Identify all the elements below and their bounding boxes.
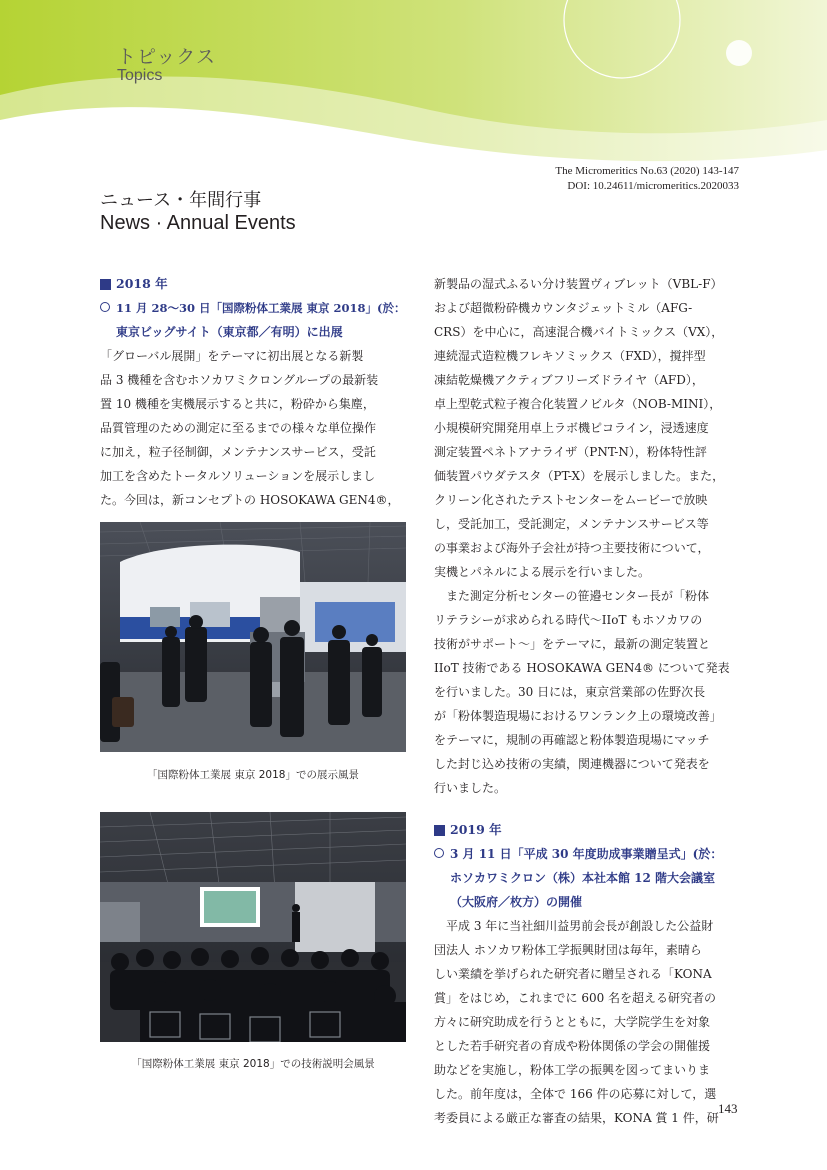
text-line: し，受託加工，受託測定，メンテナンスサービス等 (434, 517, 709, 531)
exhibition-booth-photo (100, 522, 406, 752)
square-bullet-icon (100, 279, 111, 290)
text-line: クリーン化されたテストセンターをムービーで放映 (434, 493, 708, 507)
year-heading-2019: 2019 年 (434, 818, 740, 842)
text-line: た。今回は，新コンセプトの HOSOKAWA GEN4®， (100, 493, 400, 507)
topics-label-jp: トピックス (117, 46, 217, 68)
text-line: 置 10 機種を実機展示すると共に，粉砕から集塵， (100, 397, 375, 411)
event-body-2018-p1-continued (434, 272, 740, 584)
photo-caption-1: 「国際粉体工業展 東京 2018」での展示風景 (147, 769, 359, 781)
section-title-en: News · Annual Events (100, 212, 296, 234)
circle-bullet-icon (434, 848, 444, 858)
text-line: 卓上型乾式粒子複合化装置ノビルタ（NOB-MINI）， (434, 397, 722, 411)
text-line: 団法人 ホソカワ粉体工学振興財団は毎年，素晴ら (434, 943, 702, 957)
event-title-2019: 3 月 11 日「平成 30 年度助成事業贈呈式」(於： ホソカワミクロン（株）本社本館 12 階大会議室 （大阪府／枚方）の開催 (434, 842, 740, 914)
text-line: した封じ込め技術の実績，関連機器について発表を (434, 757, 710, 771)
text-line: IIoT 技術である HOSOKAWA GEN4® について発表 (434, 661, 730, 675)
text-line: 品 3 機種を含むホソカワミクロングループの最新装 (100, 373, 379, 387)
text-line: 価装置パウダテスタ（PT-X）を展示しました。また， (434, 469, 725, 483)
square-bullet-icon (434, 825, 445, 836)
text-line: 考委員による厳正な審査の結果，KONA 賞 1 件，研 (434, 1111, 719, 1125)
text-line: を行いました。30 日には，東京営業部の佐野次長 (434, 685, 706, 699)
text-line: に加え，粒子径制御，メンテナンスサービス，受託 (100, 445, 376, 459)
left-column (100, 272, 406, 512)
citation-journal: The Micromeritics No.63 (2020) 143-147 (555, 165, 739, 177)
year-heading-2018: 2018 年 (100, 272, 406, 296)
text-line: また測定分析センターの笹邉センター長が「粉体 (446, 589, 710, 603)
text-line: 測定装置ペネトアナライザ（PNT-N），粉体特性評 (434, 445, 707, 459)
text-line: 小規模研究開発用卓上ラボ機ピコライン，浸透速度 (434, 421, 709, 435)
text-line: の事業および海外子会社が持つ主要技術について， (434, 541, 710, 555)
event-body-2018-p1 (100, 344, 406, 512)
page-number: 143 (718, 1101, 738, 1116)
text-line: リテラシーが求められる時代〜IIoT もホソカワの (434, 613, 703, 627)
text-line: 技術がサポート〜」をテーマに，最新の測定装置と (434, 637, 711, 651)
event-body-2019-p1 (434, 914, 740, 1130)
text-line: 賞」をはじめ，これまでに 600 名を超える研究者の (434, 991, 717, 1005)
text-line: とした若手研究者の育成や粉体関係の学会の開催援 (434, 1039, 711, 1053)
section-title-jp: ニュース・年間行事 (100, 190, 262, 211)
technical-seminar-photo (100, 812, 406, 1042)
text-line: 行いました。 (434, 781, 507, 795)
text-line: 実機とパネルによる展示を行いました。 (434, 565, 651, 579)
text-line: が「粉体製造現場におけるワンランク上の環境改善」 (434, 709, 722, 723)
photo-caption-2: 「国際粉体工業展 東京 2018」での技術説明会風景 (131, 1058, 375, 1070)
text-line: 連続湿式造粒機フレキソミックス（FXD），撹拌型 (434, 349, 706, 363)
text-line: 凍結乾燥機アクティブフリーズドライヤ（AFD）， (434, 373, 704, 387)
text-line: 平成 3 年に当社細川益男前会長が創設した公益財 (446, 919, 714, 933)
decorative-filled-circle (726, 40, 752, 66)
text-line: CRS）を中心に，高速混合機バイトミックス（VX）， (434, 325, 724, 339)
text-line: 助などを実施し，粉体工学の振興を図ってまいりま (434, 1063, 711, 1077)
text-line: 新製品の湿式ふるい分け装置ヴィブレット（VBL-F） (434, 277, 723, 291)
text-line: 品質管理のための測定に至るまでの様々な単位操作 (100, 421, 377, 435)
text-line: 「グローバル展開」をテーマに初出展となる新製 (100, 349, 364, 363)
right-column (434, 272, 740, 1130)
text-line: した。前年度は，全体で 166 件の応募に対して，選 (434, 1087, 717, 1101)
text-line: をテーマに，規制の再確認と粉体製造現場にマッチ (434, 733, 710, 747)
journal-citation (555, 164, 739, 194)
text-line: および超微粉砕機カウンタジェットミル（AFG- (434, 301, 693, 315)
event-title-2018: 11 月 28〜30 日「国際粉体工業展 東京 2018」(於： 東京ビッグサイト（東京都／有明）に出展 (100, 296, 406, 344)
text-line: しい業績を挙げられた研究者に贈呈される「KONA (434, 967, 712, 981)
topics-label-en: Topics (117, 67, 163, 84)
text-line: 方々に研究助成を行うとともに，大学院学生を対象 (434, 1015, 711, 1029)
citation-doi: DOI: 10.24611/micromeritics.2020033 (567, 180, 739, 192)
event-body-2018-p2 (434, 584, 740, 800)
text-line: 加工を含めたトータルソリューションを展示しまし (100, 469, 376, 483)
circle-bullet-icon (100, 302, 110, 312)
